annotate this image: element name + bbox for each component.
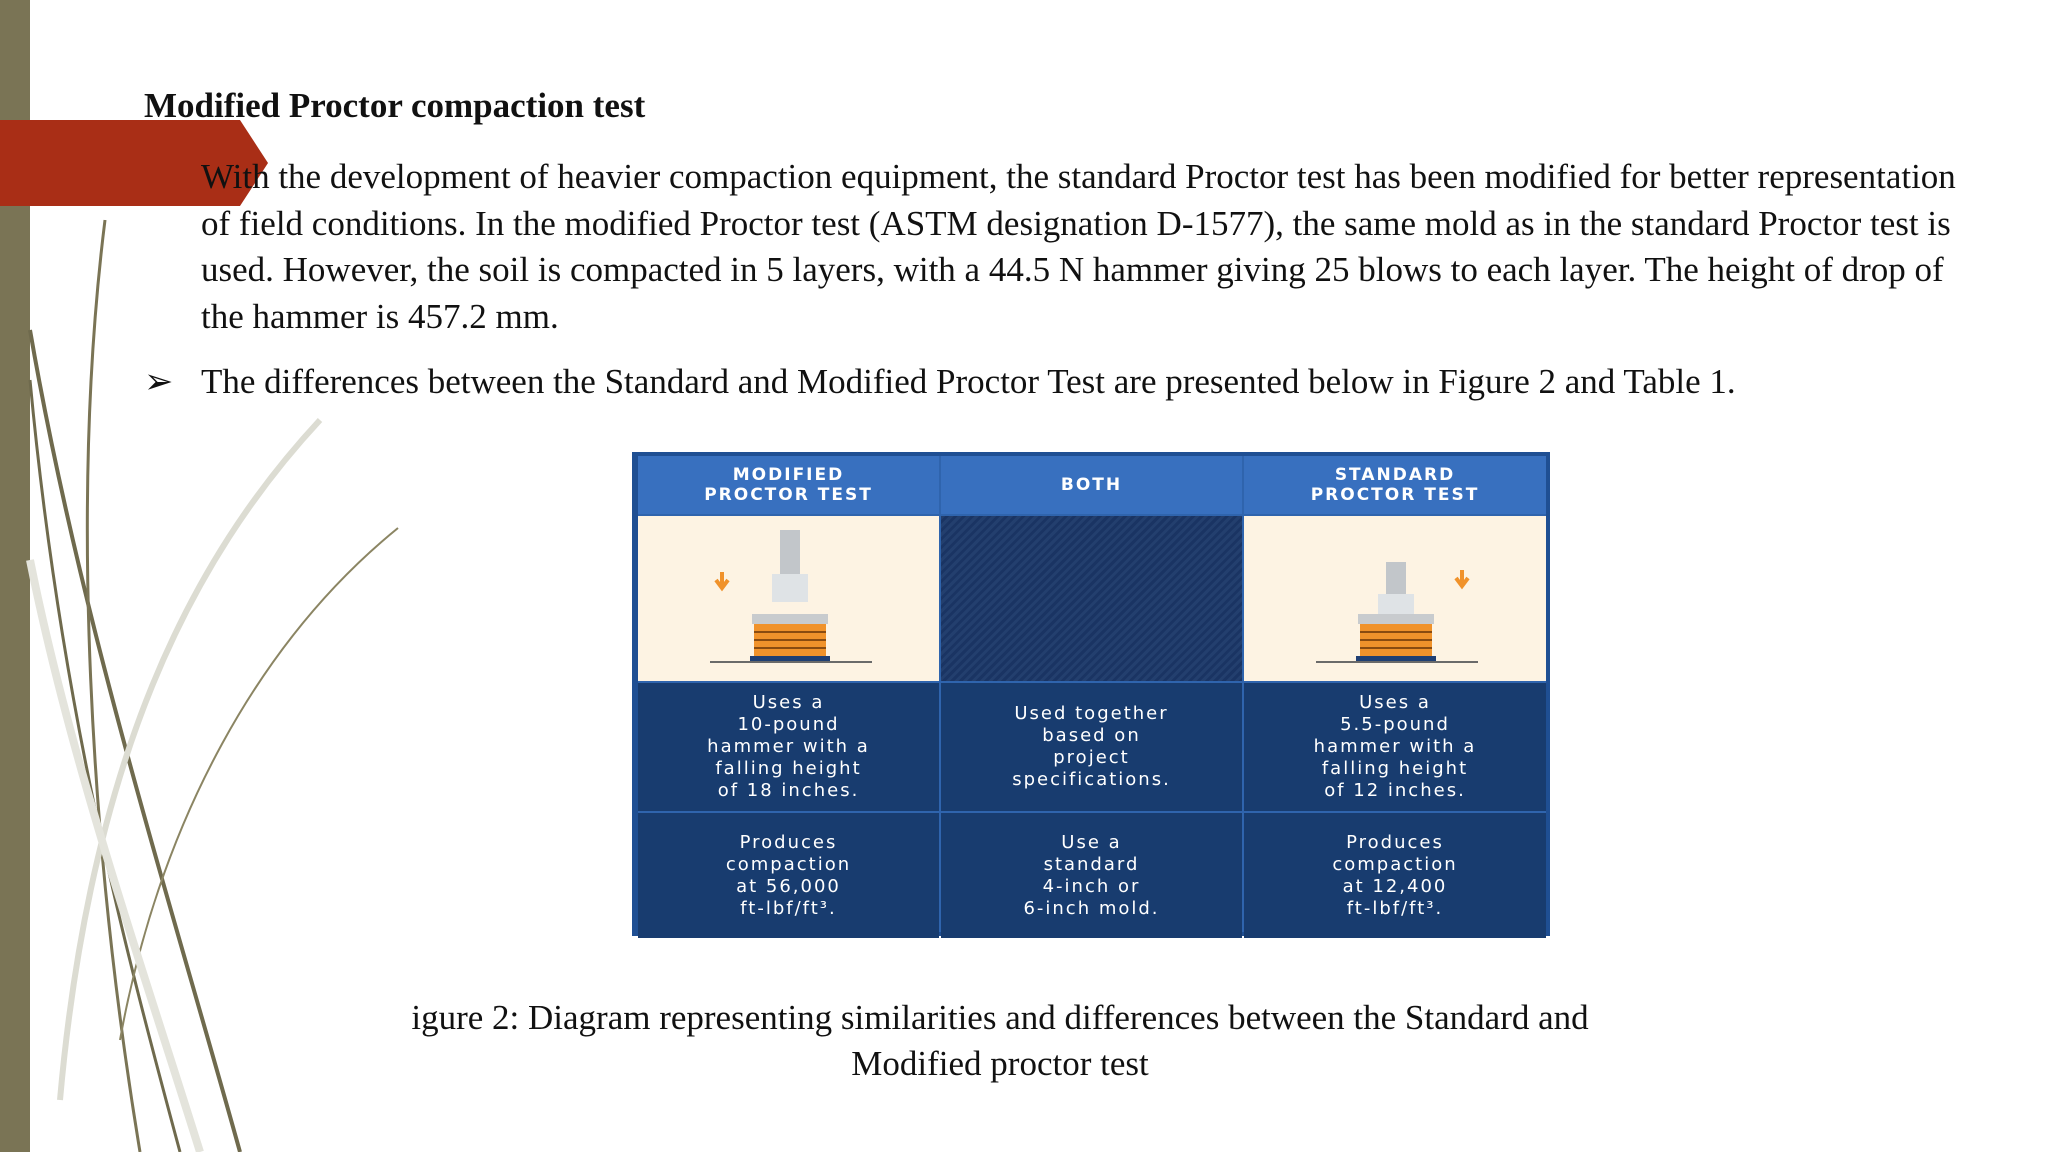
standard-hammer-text (1244, 683, 1546, 811)
header-standard (1244, 456, 1546, 514)
slide-title: Modified Proctor compaction test (144, 86, 646, 125)
standard-hammer-icon (1244, 516, 1546, 681)
body-paragraph: With the development of heavier compaction equipment, the standard Proctor test has been modified for better representation of field conditions. In the modified Proctor test (ASTM designation D-1577), the same mold as in the standard Proctor test is used. However, the soil is compacted in 5 layers, with a 44.5 N hammer giving 25 blows to each layer. The height of drop of the hammer is 457.2 mm. (201, 157, 1956, 336)
standard-compaction-desc: Produces compaction at 12,400 ft-lbf/ft³. (1332, 831, 1458, 919)
both-usage-text (941, 683, 1242, 811)
header-both (941, 456, 1242, 514)
modified-hammer-illustration (638, 516, 939, 681)
both-mold-desc: Use a standard 4-inch or 6-inch mold. (1023, 831, 1160, 919)
bullet-text: The differences between the Standard and Modified Proctor Test are presented below in Figure 2 and Table 1. (201, 362, 1736, 401)
both-hatched-panel (941, 516, 1242, 681)
modified-hammer-text (638, 683, 939, 811)
modified-compaction-desc: Produces compaction at 56,000 ft-lbf/ft³. (725, 831, 852, 919)
bullet-arrow-icon: ➢ (144, 362, 174, 401)
header-modified (638, 456, 939, 514)
caption-line-1: igure 2: Diagram representing similarities and differences between the Standard and (411, 998, 1589, 1037)
both-usage-desc: Used together based on project specifications. (1012, 703, 1171, 790)
standard-hammer-desc: Uses a 5.5-pound hammer with a falling height of 12 inches. (1313, 692, 1477, 801)
modified-hammer-icon (638, 516, 939, 681)
bullet-item (144, 359, 1736, 405)
header-standard-text: STANDARD PROCTOR TEST (1310, 465, 1480, 505)
caption-line-2: Modified proctor test (851, 1044, 1149, 1083)
standard-hammer-illustration (1244, 516, 1546, 681)
figure-caption (300, 995, 1700, 1087)
header-modified-text: MODIFIED PROCTOR TEST (704, 465, 873, 505)
header-both-text: BOTH (1060, 475, 1123, 495)
proctor-comparison-figure (632, 452, 1550, 936)
modified-hammer-desc: Uses a 10-pound hammer with a falling height of 18 inches. (707, 692, 870, 801)
modified-compaction-text (638, 813, 939, 938)
standard-compaction-text (1244, 813, 1546, 938)
both-mold-text (941, 813, 1242, 938)
